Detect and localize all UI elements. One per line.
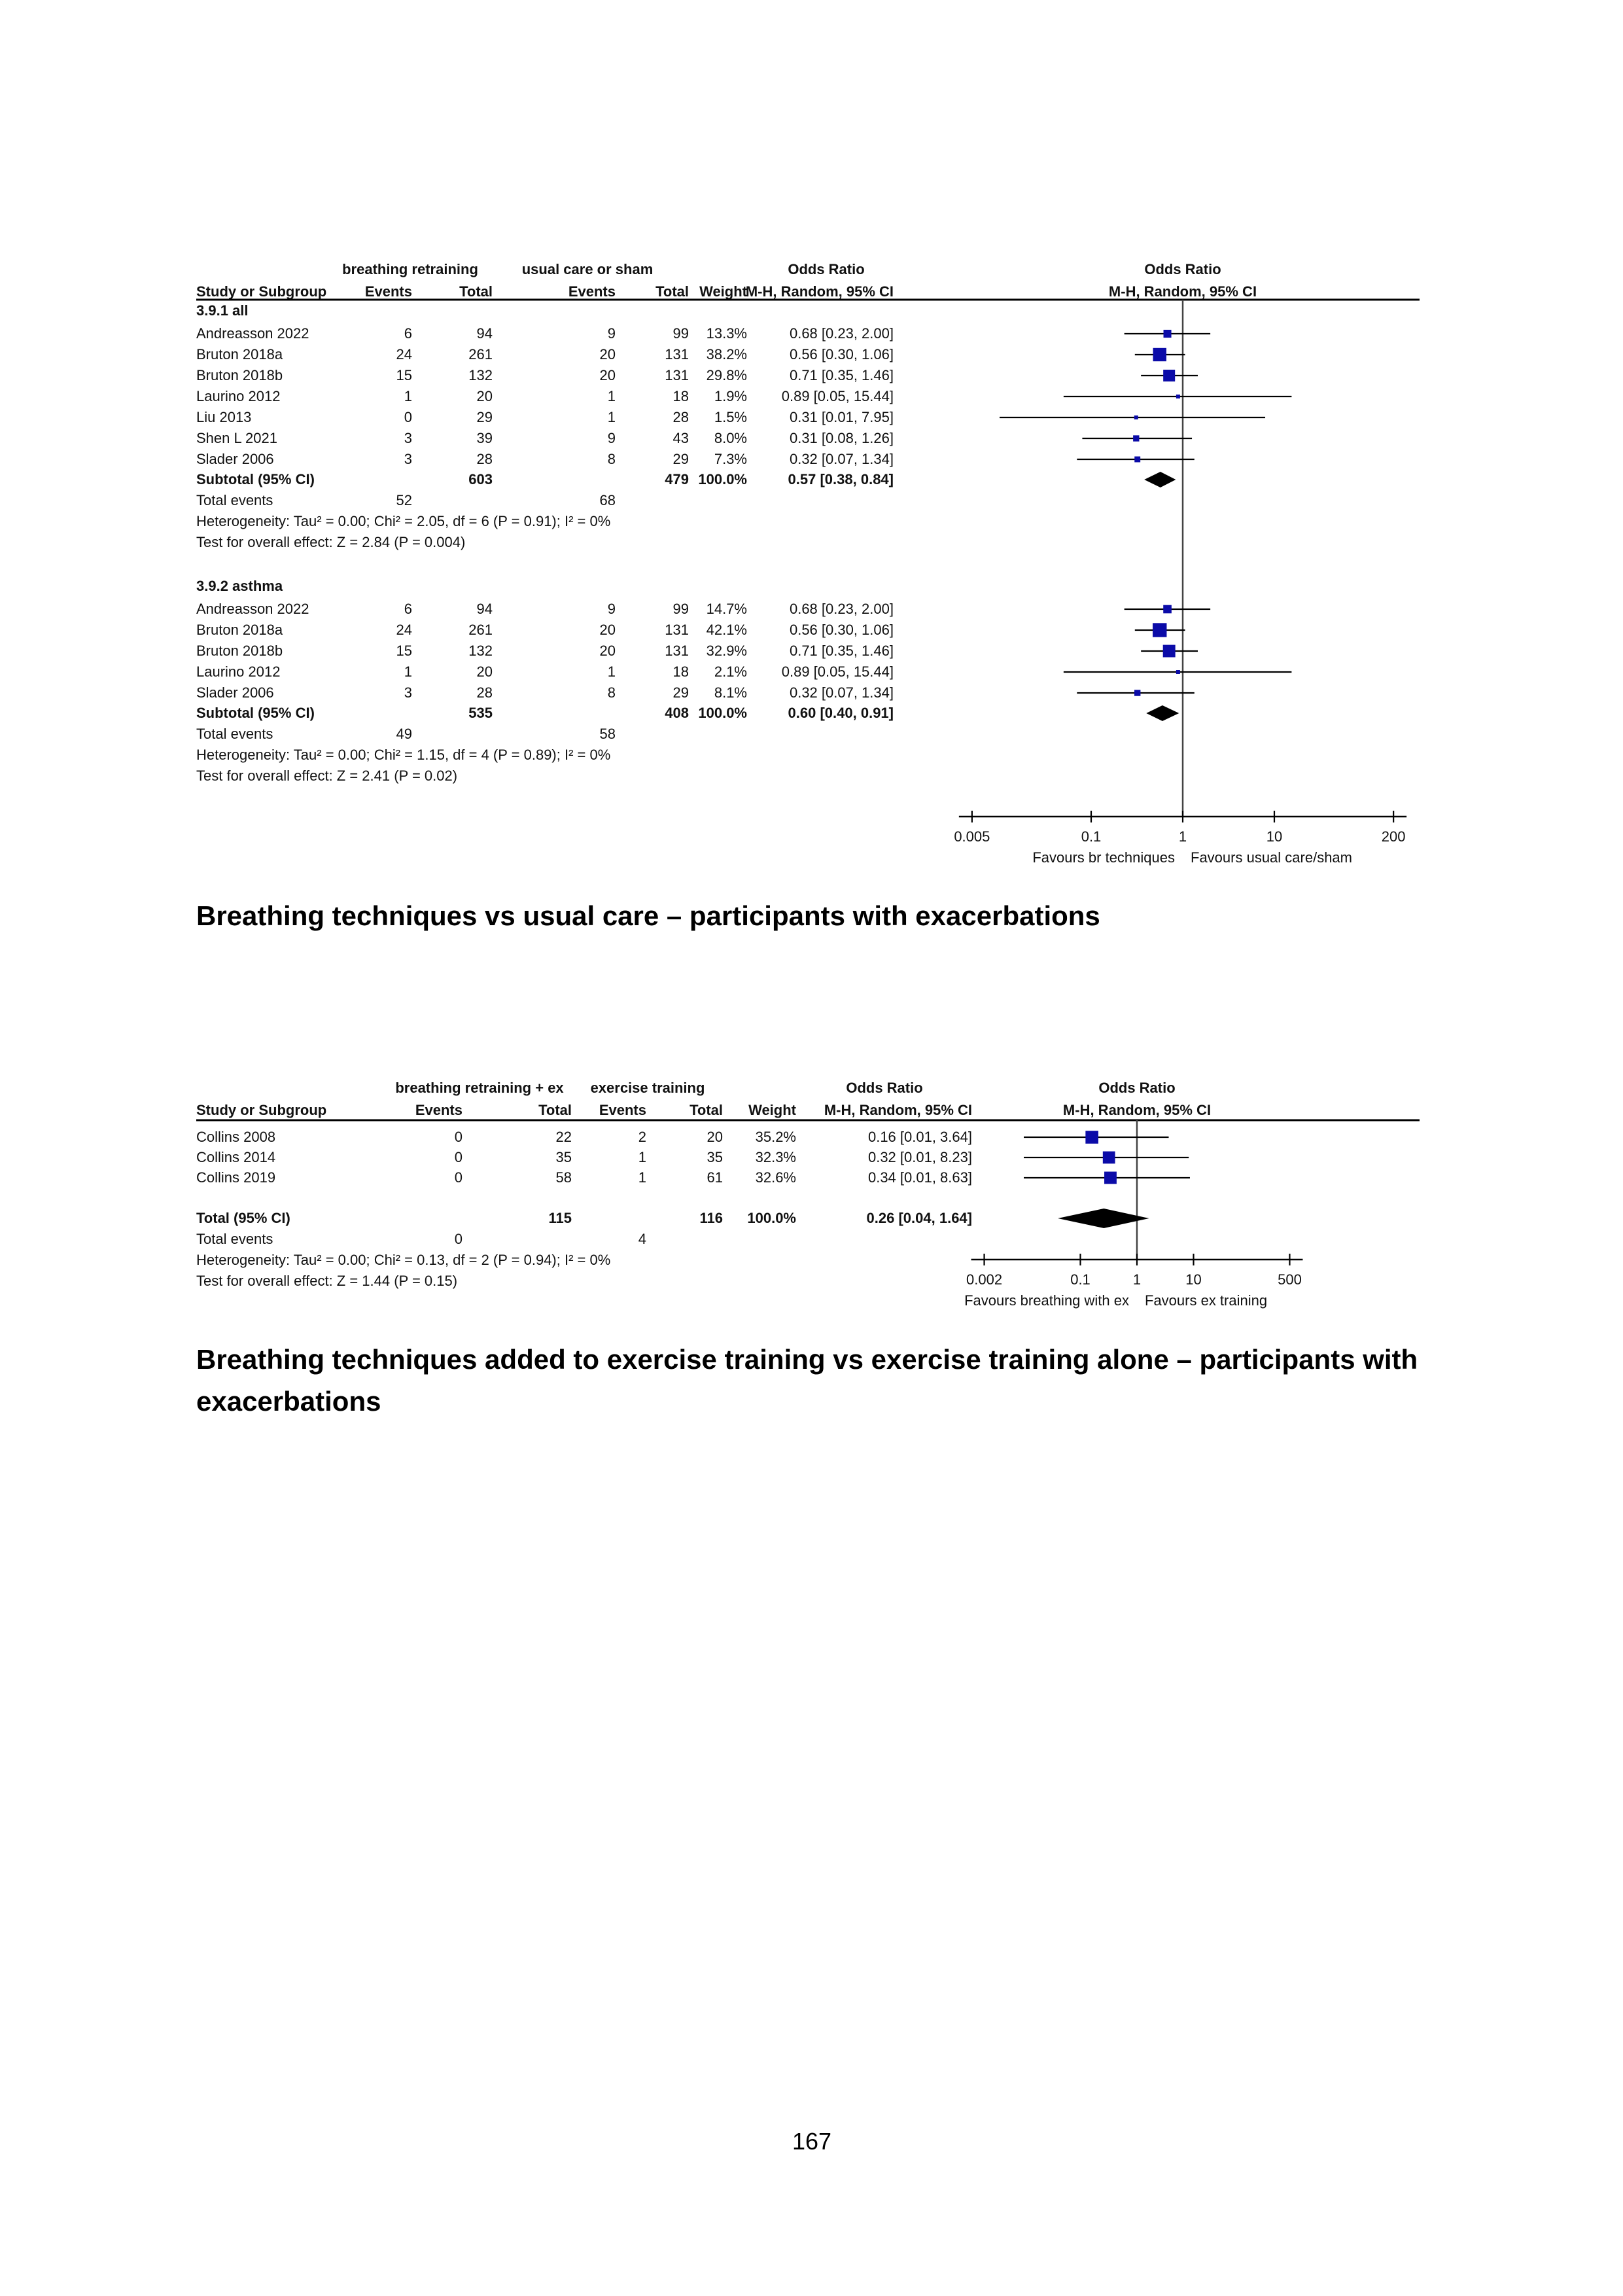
axis-tick-label: 0.002 (966, 1271, 1003, 1288)
study-name: Shen L 2021 (196, 430, 277, 446)
total2-value: 61 (707, 1169, 723, 1186)
total-events1: 0 (454, 1231, 462, 1247)
graph-column-title: Odds Ratio (1144, 261, 1221, 277)
graph-ci-column-header: M-H, Random, 95% CI (1108, 283, 1257, 300)
events1-value: 0 (454, 1129, 462, 1145)
total1-value: 39 (476, 430, 493, 446)
pooled-total1: 603 (468, 471, 493, 487)
favours-left-label: Favours breathing with ex (964, 1292, 1129, 1309)
weight-value: 2.1% (714, 663, 747, 680)
or-ci-value: 0.89 [0.05, 15.44] (781, 663, 894, 680)
column-header: Events (415, 1102, 462, 1118)
total2-value: 29 (672, 684, 689, 701)
pooled-total1: 535 (468, 705, 493, 721)
weight-value: 32.6% (755, 1169, 796, 1186)
total-events1: 49 (396, 726, 412, 742)
or-ci-value: 0.32 [0.07, 1.34] (789, 451, 894, 467)
weight-value: 32.9% (706, 643, 747, 659)
pooled-or-ci: 0.26 [0.04, 1.64] (866, 1210, 972, 1226)
or-column-title: Odds Ratio (846, 1080, 923, 1096)
column-header: Events (568, 283, 616, 300)
pooled-label: Subtotal (95% CI) (196, 705, 315, 721)
events1-value: 3 (404, 430, 412, 446)
pooled-label: Total (95% CI) (196, 1210, 290, 1226)
total2-value: 131 (665, 346, 689, 362)
total1-value: 132 (468, 367, 493, 383)
axis-tick-label: 0.005 (954, 828, 990, 845)
axis-tick-label: 0.1 (1081, 828, 1102, 845)
total-events2: 68 (599, 492, 616, 508)
section-heading-2: Breathing techniques added to exercise training vs exercise training alone – participants with exacerbations (196, 1344, 1418, 1417)
events2-value: 20 (599, 367, 616, 383)
weight-value: 1.9% (714, 388, 747, 404)
weight-value: 42.1% (706, 622, 747, 638)
pooled-total2: 408 (665, 705, 689, 721)
or-ci-value: 0.89 [0.05, 15.44] (781, 388, 894, 404)
total-events2: 58 (599, 726, 616, 742)
events2-value: 1 (607, 663, 616, 680)
events2-value: 8 (607, 451, 616, 467)
or-ci-value: 0.56 [0.30, 1.06] (789, 622, 894, 638)
study-name: Collins 2019 (196, 1169, 276, 1186)
total1-value: 22 (555, 1129, 572, 1145)
column-header: Events (364, 283, 412, 300)
weight-value: 35.2% (755, 1129, 796, 1145)
group2-header: exercise training (590, 1080, 705, 1096)
column-header: Weight (748, 1102, 796, 1118)
or-ci-column-header: M-H, Random, 95% CI (824, 1102, 972, 1118)
or-column-title: Odds Ratio (788, 261, 865, 277)
total1-value: 94 (476, 601, 493, 617)
study-name: Slader 2006 (196, 451, 274, 467)
events2-value: 9 (607, 325, 616, 342)
weight-value: 38.2% (706, 346, 747, 362)
weight-value: 7.3% (714, 451, 747, 467)
total2-value: 131 (665, 643, 689, 659)
subgroup-label: 3.9.2 asthma (196, 578, 283, 594)
axis-tick-label: 10 (1266, 828, 1283, 845)
total2-value: 43 (672, 430, 689, 446)
page-number: 167 (792, 2128, 832, 2155)
heterogeneity-text: Heterogeneity: Tau² = 0.00; Chi² = 2.05, df = 6 (P = 0.91); I² = 0% (196, 513, 611, 529)
events2-value: 1 (638, 1169, 646, 1186)
total2-value: 20 (707, 1129, 723, 1145)
column-header: Events (599, 1102, 646, 1118)
events1-value: 24 (396, 622, 412, 638)
total2-value: 28 (672, 409, 689, 425)
column-header: Total (655, 283, 689, 300)
total1-value: 20 (476, 388, 493, 404)
or-ci-value: 0.56 [0.30, 1.06] (789, 346, 894, 362)
events2-value: 20 (599, 622, 616, 638)
events1-value: 1 (404, 663, 412, 680)
or-ci-value: 0.71 [0.35, 1.46] (789, 643, 894, 659)
total1-value: 58 (555, 1169, 572, 1186)
study-column-header: Study or Subgroup (196, 283, 327, 300)
events2-value: 9 (607, 601, 616, 617)
group1-header: breathing retraining (342, 261, 478, 277)
favours-right-label: Favours usual care/sham (1191, 849, 1352, 866)
axis-tick-label: 200 (1381, 828, 1406, 845)
study-name: Bruton 2018a (196, 622, 283, 638)
study-name: Andreasson 2022 (196, 601, 309, 617)
weight-value: 29.8% (706, 367, 747, 383)
events2-value: 8 (607, 684, 616, 701)
study-name: Laurino 2012 (196, 388, 281, 404)
section-heading-1: Breathing techniques vs usual care – participants with exacerbations (196, 900, 1100, 931)
axis-tick-label: 500 (1278, 1271, 1302, 1288)
weight-value: 8.0% (714, 430, 747, 446)
events1-value: 15 (396, 643, 412, 659)
study-name: Bruton 2018a (196, 346, 283, 362)
events2-value: 1 (607, 388, 616, 404)
total-events2: 4 (638, 1231, 646, 1247)
weight-value: 32.3% (755, 1149, 796, 1165)
study-name: Collins 2008 (196, 1129, 276, 1145)
events1-value: 0 (454, 1149, 462, 1165)
overall-effect-text: Test for overall effect: Z = 2.84 (P = 0.004) (196, 534, 466, 550)
total2-value: 35 (707, 1149, 723, 1165)
total-events-label: Total events (196, 492, 273, 508)
events1-value: 0 (404, 409, 412, 425)
events1-value: 15 (396, 367, 412, 383)
weight-value: 8.1% (714, 684, 747, 701)
or-ci-value: 0.68 [0.23, 2.00] (789, 601, 894, 617)
total2-value: 131 (665, 622, 689, 638)
total1-value: 261 (468, 622, 493, 638)
favours-right-label: Favours ex training (1145, 1292, 1268, 1309)
total2-value: 99 (672, 601, 689, 617)
or-ci-column-header: M-H, Random, 95% CI (745, 283, 894, 300)
total1-value: 94 (476, 325, 493, 342)
or-ci-value: 0.16 [0.01, 3.64] (867, 1129, 972, 1145)
events2-value: 2 (638, 1129, 646, 1145)
weight-value: 1.5% (714, 409, 747, 425)
total1-value: 132 (468, 643, 493, 659)
pooled-weight: 100.0% (698, 705, 747, 721)
events2-value: 20 (599, 346, 616, 362)
or-ci-value: 0.32 [0.07, 1.34] (789, 684, 894, 701)
weight-value: 13.3% (706, 325, 747, 342)
study-name: Liu 2013 (196, 409, 252, 425)
total1-value: 29 (476, 409, 493, 425)
events2-value: 9 (607, 430, 616, 446)
group2-header: usual care or sham (521, 261, 654, 277)
pooled-or-ci: 0.57 [0.38, 0.84] (788, 471, 894, 487)
pooled-total2: 116 (699, 1210, 723, 1226)
axis-tick-label: 1 (1132, 1271, 1142, 1288)
study-name: Collins 2014 (196, 1149, 276, 1165)
pooled-total2: 479 (665, 471, 689, 487)
events1-value: 3 (404, 684, 412, 701)
pooled-or-ci: 0.60 [0.40, 0.91] (788, 705, 894, 721)
events1-value: 6 (404, 325, 412, 342)
total-events-label: Total events (196, 1231, 273, 1247)
axis-tick-label: 1 (1178, 828, 1187, 845)
total1-value: 20 (476, 663, 493, 680)
overall-effect-text: Test for overall effect: Z = 1.44 (P = 0.15) (196, 1273, 458, 1289)
graph-ci-column-header: M-H, Random, 95% CI (1062, 1102, 1212, 1118)
study-column-header: Study or Subgroup (196, 1102, 327, 1118)
column-header: Total (538, 1102, 572, 1118)
column-header: Weight (699, 283, 747, 300)
or-ci-value: 0.68 [0.23, 2.00] (789, 325, 894, 342)
total2-value: 18 (672, 388, 689, 404)
weight-value: 14.7% (706, 601, 747, 617)
events1-value: 24 (396, 346, 412, 362)
study-name: Laurino 2012 (196, 663, 281, 680)
pooled-label: Subtotal (95% CI) (196, 471, 315, 487)
pooled-weight: 100.0% (747, 1210, 796, 1226)
total1-value: 28 (476, 684, 493, 701)
subgroup-label: 3.9.1 all (196, 302, 249, 319)
or-ci-value: 0.34 [0.01, 8.63] (867, 1169, 972, 1186)
group1-header: breathing retraining + ex (395, 1080, 564, 1096)
total2-value: 29 (672, 451, 689, 467)
or-ci-value: 0.71 [0.35, 1.46] (789, 367, 894, 383)
events2-value: 1 (638, 1149, 646, 1165)
total2-value: 99 (672, 325, 689, 342)
study-name: Slader 2006 (196, 684, 274, 701)
total2-value: 131 (665, 367, 689, 383)
total-events1: 52 (396, 492, 412, 508)
study-name: Andreasson 2022 (196, 325, 309, 342)
events1-value: 6 (404, 601, 412, 617)
or-ci-value: 0.31 [0.08, 1.26] (789, 430, 894, 446)
heterogeneity-text: Heterogeneity: Tau² = 0.00; Chi² = 0.13, df = 2 (P = 0.94); I² = 0% (196, 1252, 611, 1268)
column-header: Total (459, 283, 493, 300)
events1-value: 0 (454, 1169, 462, 1186)
overall-effect-text: Test for overall effect: Z = 2.41 (P = 0.02) (196, 768, 458, 784)
events2-value: 1 (607, 409, 616, 425)
events2-value: 20 (599, 643, 616, 659)
total-events-label: Total events (196, 726, 273, 742)
heterogeneity-text: Heterogeneity: Tau² = 0.00; Chi² = 1.15, df = 4 (P = 0.89); I² = 0% (196, 747, 611, 763)
axis-tick-label: 0.1 (1070, 1271, 1091, 1288)
study-name: Bruton 2018b (196, 643, 283, 659)
total1-value: 28 (476, 451, 493, 467)
study-name: Bruton 2018b (196, 367, 283, 383)
total1-value: 35 (555, 1149, 572, 1165)
events1-value: 3 (404, 451, 412, 467)
total2-value: 18 (672, 663, 689, 680)
favours-left-label: Favours br techniques (1032, 849, 1175, 866)
column-header: Total (689, 1102, 723, 1118)
or-ci-value: 0.32 [0.01, 8.23] (867, 1149, 972, 1165)
events1-value: 1 (404, 388, 412, 404)
pooled-total1: 115 (548, 1210, 572, 1226)
pooled-weight: 100.0% (698, 471, 747, 487)
total1-value: 261 (468, 346, 493, 362)
graph-column-title: Odds Ratio (1098, 1080, 1176, 1096)
axis-tick-label: 10 (1185, 1271, 1202, 1288)
or-ci-value: 0.31 [0.01, 7.95] (789, 409, 894, 425)
